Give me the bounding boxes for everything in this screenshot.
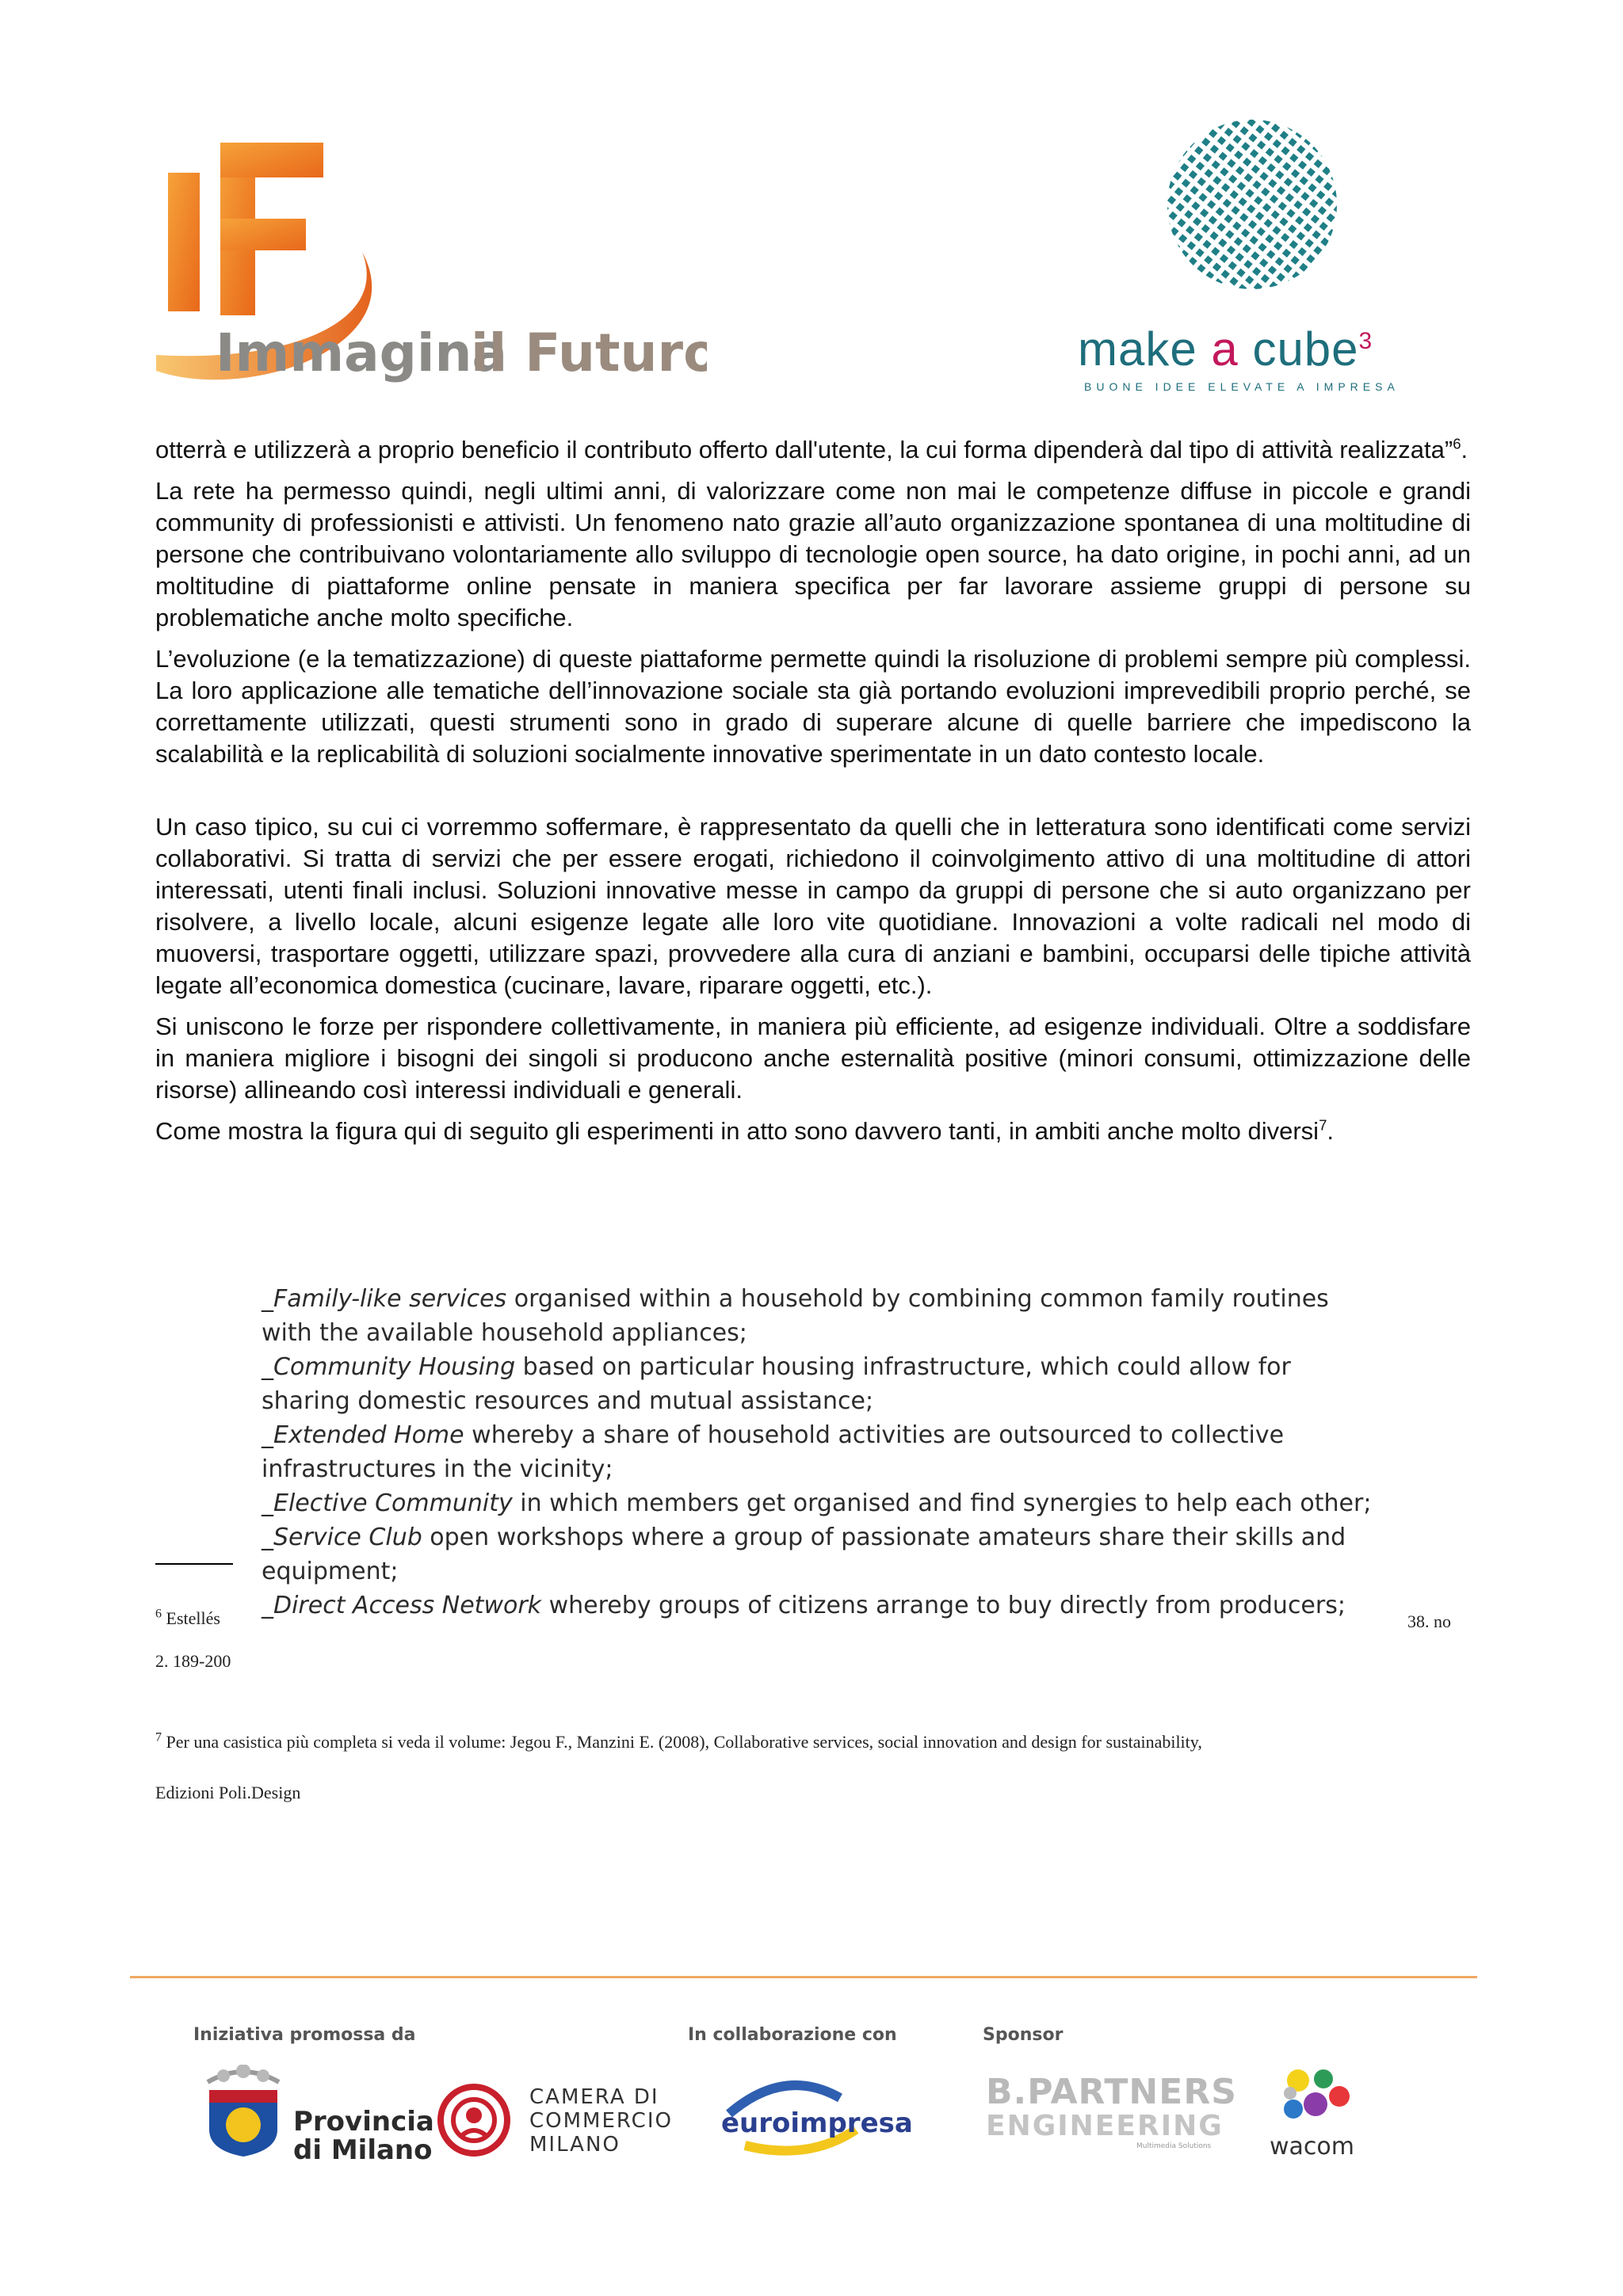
camera-line-2: COMMERCIO xyxy=(529,2109,673,2133)
figure-line xyxy=(262,1589,1371,1623)
bpartners-line-2: ENGINEERING xyxy=(986,2110,1224,2142)
footer-promoted-label: Iniziativa promossa da xyxy=(193,2025,416,2045)
bpartners-line-1: B.PARTNERS xyxy=(986,2072,1237,2112)
paragraph-2: La rete ha permesso quindi, negli ultimi anni, di valorizzare come non mai le competenze diffuse in piccole e grandi community di professionisti e attivisti. Un fenomeno nato grazie all’auto organizzazione spontanea di una moltitudine di persone che contribuivano volontariamente allo sviluppo di tecnologie open source, ha dato origine, in pochi anni, ad un moltitudine di piattaforme online pensate in maniera specifica per far lavorare assieme gruppi di persone su problematiche anche molto specifiche. xyxy=(155,477,1471,631)
figure-line xyxy=(262,1554,1371,1589)
camera-commercio-name xyxy=(529,2085,673,2157)
footnote-7 xyxy=(155,1732,1202,1753)
collaborative-services-figure xyxy=(235,1268,1392,1644)
figure-description: whereby a share of household activities are outsourced to collective xyxy=(464,1421,1285,1449)
camera-commercio-emblem-icon xyxy=(436,2082,512,2158)
paragraph-1-end: . xyxy=(1461,436,1468,463)
figure-description: infrastructures in the vicinity; xyxy=(262,1455,613,1483)
figure-description: equipment; xyxy=(262,1558,399,1585)
make-a-cube-wordmark xyxy=(1078,322,1450,376)
figure-description: sharing domestic resources and mutual assistance; xyxy=(262,1387,874,1415)
euroimpresa-logo xyxy=(713,2074,913,2161)
logo-text-immagina: Immagina xyxy=(216,322,508,383)
wacom-logo xyxy=(1268,2065,1363,2160)
footnote-7-number: 7 xyxy=(155,1730,162,1745)
bpartners-engineering-logo xyxy=(986,2072,1237,2161)
footnote-6-text-left: Estellés xyxy=(166,1608,220,1628)
provincia-di-milano-name xyxy=(293,2107,434,2164)
make-a-cube-globe-icon xyxy=(1078,117,1450,323)
bpartners-subtitle: Multimedia Solutions xyxy=(1136,2142,1212,2150)
euroimpresa-text: euroimpresa xyxy=(721,2107,913,2139)
paragraph-6 xyxy=(155,1116,1471,1147)
figure-line xyxy=(262,1452,1371,1486)
figure-line xyxy=(262,1418,1371,1452)
figure-line xyxy=(262,1384,1371,1418)
figure-description: organised within a household by combining common family routines xyxy=(506,1285,1329,1313)
wordmark-cube: cube xyxy=(1252,322,1359,376)
make-a-cube-tagline: BUONE IDEE ELEVATE A IMPRESA xyxy=(1084,380,1400,393)
paragraph-4: Un caso tipico, su cui ci vorremmo soffermare, è rappresentato da quelli che in letteratura sono identificati come servizi collaborativi. Si tratta di servizi che per essere erogati, richiedono il coinvolgimento attivo di una moltitudine di attori interessati, utenti finali inclusi. Soluzioni innovative messe in campo da gruppi di persone che si auto organizzano per risolvere, a livello locale, alcuni esigenze legate alle loro vite quotidiane. Innovazioni a volte radicali nel modo di muoversi, trasportare oggetti, utilizzare spazi, provvedere alla cura di anziani e bambini, occuparsi delle tipiche attività legate all’economica domestica (cucinare, lavare, riparare oggetti, etc.). xyxy=(155,813,1471,999)
wacom-text: wacom xyxy=(1270,2133,1354,2161)
figure-description: in which members get organised and find synergies to help each other; xyxy=(512,1489,1372,1517)
figure-line xyxy=(262,1486,1371,1520)
figure-term: _Extended Home xyxy=(262,1421,464,1449)
wordmark-a: a xyxy=(1211,322,1239,376)
figure-line xyxy=(262,1316,1371,1350)
footer-collab-label: In collaborazione con xyxy=(688,2025,897,2045)
paragraph-6-text: Come mostra la figura qui di seguito gli esperimenti in atto sono davvero tanti, in ambiti anche molto diversi xyxy=(155,1117,1319,1145)
footer-sponsor-label: Sponsor xyxy=(983,2025,1064,2045)
figure-term: _Elective Community xyxy=(262,1489,513,1517)
footnote-separator xyxy=(155,1563,233,1565)
provincia-line-2: di Milano xyxy=(293,2134,433,2166)
make-a-cube-logo xyxy=(1078,117,1450,402)
provincia-line-1: Provincia xyxy=(293,2106,434,2138)
figure-term: _Direct Access Network xyxy=(262,1592,542,1619)
figure-description: open workshops where a group of passionate amateurs share their skills and xyxy=(422,1524,1346,1551)
immagina-il-futuro-logo xyxy=(152,141,707,402)
figure-line xyxy=(262,1520,1371,1554)
paragraph-6-end: . xyxy=(1327,1117,1335,1145)
body-text xyxy=(155,434,1471,1157)
footnote-7-line-2: Edizioni Poli.Design xyxy=(155,1783,301,1802)
figure-line xyxy=(262,1350,1371,1384)
logo-text-il-futuro: il Futuro xyxy=(471,322,707,383)
wordmark-superscript: 3 xyxy=(1358,328,1373,354)
footnote-6-left xyxy=(155,1608,220,1629)
figure-line xyxy=(262,1282,1371,1316)
footnote-6-line-2: 2. 189-200 xyxy=(155,1651,231,1671)
figure-term: _Family-like services xyxy=(262,1285,507,1313)
paragraph-3: L’evoluzione (e la tematizzazione) di queste piattaforme permette quindi la risoluzione di problemi sempre più complessi. La loro applicazione alle tematiche dell’innovazione sociale sta già portando evoluzioni imprevedibili proprio perché, se correttamente utilizzati, questi strumenti sono in grado di superare alcune di quelle barriere che impediscono la scalabilità e la replicabilità di soluzioni socialmente innovative sperimentate in un dato contesto locale. xyxy=(155,645,1471,768)
footnote-7-text: Per una casistica più completa si veda il volume: Jegou F., Manzini E. (2008), Collaborative services, social innovation and design for sustainability, xyxy=(166,1732,1202,1752)
footnote-6-number: 6 xyxy=(155,1607,162,1621)
camera-line-3: MILANO xyxy=(529,2133,621,2157)
provincia-di-milano-crest-icon xyxy=(200,2065,287,2158)
figure-description: with the available household appliances; xyxy=(262,1319,747,1347)
paragraph-1 xyxy=(155,434,1471,466)
footnote-ref-7[interactable]: 7 xyxy=(1319,1116,1327,1134)
figure-description: whereby groups of citizens arrange to buy directly from producers; xyxy=(541,1592,1346,1619)
figure-term: _Service Club xyxy=(262,1524,422,1551)
camera-line-1: CAMERA DI xyxy=(529,2085,659,2109)
footnote-6-right: 38. no xyxy=(1407,1611,1451,1631)
figure-term: _Community Housing xyxy=(262,1353,516,1381)
figure-description: based on particular housing infrastructure, which could allow for xyxy=(515,1353,1291,1381)
footer-rule xyxy=(130,1976,1477,1978)
paragraph-5: Si uniscono le forze per rispondere collettivamente, in maniera più efficiente, ad esigenze individuali. Oltre a soddisfare in maniera migliore i bisogni dei singoli si producono anche esternalità positive (minori consumi, ottimizzazione delle risorse) allineando così interessi individuali e generali. xyxy=(155,1013,1471,1104)
paragraph-1-text: otterrà e utilizzerà a proprio beneficio il contributo offerto dall'utente, la cui forma dipenderà dal tipo di attività realizzata” xyxy=(155,436,1453,463)
wacom-bubbles-icon xyxy=(1268,2065,1363,2131)
wordmark-make: make xyxy=(1078,322,1197,376)
footnote-ref-6[interactable]: 6 xyxy=(1453,435,1461,452)
